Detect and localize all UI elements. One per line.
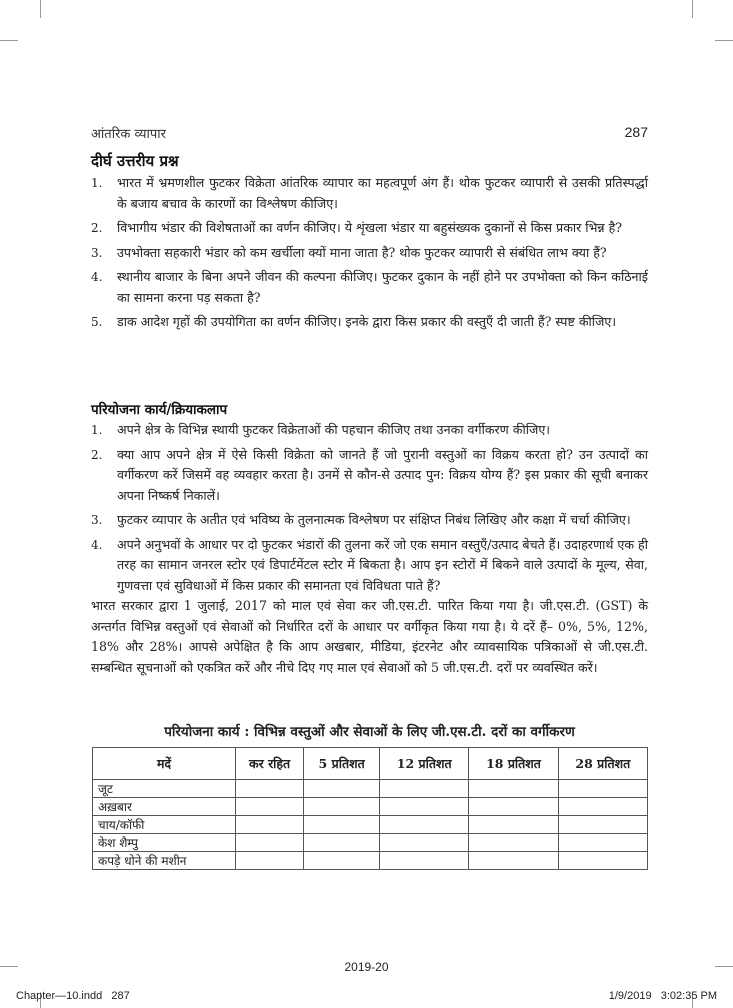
item-text: फुटकर व्यापार के अतीत एवं भविष्य के तुलनात्मक विश्लेषण पर संक्षिप्त निबंध लिखिए और कक्षा में चर्चा कीजिए।	[117, 512, 631, 527]
table-row	[93, 816, 648, 834]
project-section	[91, 400, 648, 678]
empty-cell	[558, 816, 647, 834]
empty-cell	[380, 780, 469, 798]
item-number: 3.	[91, 245, 103, 260]
item-number: 1.	[91, 423, 103, 437]
item-text: स्थानीय बाजार के बिना अपने जीवन की कल्पना कीजिए। फुटकर दुकान के नहीं होने पर उपभोक्ता को किन कठिनाई का सामना करना पड़ सकता है?	[117, 269, 648, 305]
table-row	[93, 780, 648, 798]
empty-cell	[469, 852, 558, 870]
item-cell: केश शैम्पु	[93, 834, 236, 852]
empty-cell	[380, 798, 469, 816]
item-number: 4.	[91, 537, 103, 552]
empty-cell	[469, 798, 558, 816]
list-item	[91, 510, 648, 531]
item-number: 5.	[91, 315, 103, 329]
item-number: 2.	[91, 221, 103, 235]
crop-mark	[692, 0, 693, 18]
empty-cell	[304, 816, 380, 834]
item-number: 1.	[91, 176, 103, 190]
empty-cell	[236, 834, 304, 852]
list-item	[91, 535, 648, 597]
academic-year: 2019-20	[344, 960, 389, 974]
table-caption: परियोजना कार्य : विभिन्न वस्तुओं और सेवाओं के लिए जी.एस.टी. दरों का वर्गीकरण	[164, 724, 575, 740]
table-row	[93, 798, 648, 816]
list-item	[91, 312, 648, 333]
table-row	[93, 834, 648, 852]
list-item	[91, 267, 648, 308]
empty-cell	[380, 834, 469, 852]
table-row	[93, 852, 648, 870]
timestamp: 1/9/2019 3:02:35 PM	[608, 990, 717, 1002]
crop-mark	[40, 0, 41, 18]
table-header-row	[93, 748, 648, 780]
empty-cell	[558, 780, 647, 798]
page-number: 287	[624, 124, 648, 140]
column-header: 18 प्रतिशत	[469, 748, 558, 780]
project-list	[91, 420, 648, 596]
item-cell: कपड़े धोने की मशीन	[93, 852, 236, 870]
item-cell: चाय/कॉफी	[93, 816, 236, 834]
long-questions-section	[91, 151, 648, 337]
section-title: परियोजना कार्य/क्रियाकलाप	[91, 402, 228, 418]
column-header: 5 प्रतिशत	[304, 748, 380, 780]
file-name: Chapter—10.indd 287	[16, 990, 130, 1002]
column-header: मदें	[93, 748, 236, 780]
section-title: दीर्घ उत्तरीय प्रश्न	[91, 152, 179, 170]
item-text: अपने अनुभवों के आधार पर दो फुटकर भंडारों की तुलना करें जो एक समान वस्तुएँ/उत्पाद बेचते हैं। उदाहरणार्थ एक ही तरह का सामान जनरल स्टोर एवं डिपार्टमेंटल स्टोर में बिकता है। आप इन स्टोरों में बिकने वाले उत्पादों के मूल्य, सेवा, गुणवत्ता एवं सुविधाओं में किस प्रकार की समानता एवं विविधता पाते हैं?	[117, 536, 648, 593]
list-item	[91, 218, 648, 239]
item-cell: अख़बार	[93, 798, 236, 816]
empty-cell	[380, 852, 469, 870]
empty-cell	[236, 816, 304, 834]
column-header: 12 प्रतिशत	[380, 748, 469, 780]
item-text: भारत में भ्रमणशील फुटकर विक्रेता आंतरिक व्यापार का महत्वपूर्ण अंग हैं। थोक फुटकर व्यापारी से उसकी प्रतिस्पर्द्धा के बजाय बचाव के कारणों का विश्लेषण कीजिए।	[117, 175, 648, 211]
list-item	[91, 243, 648, 264]
question-list	[91, 173, 648, 333]
empty-cell	[469, 834, 558, 852]
item-text: डाक आदेश गृहों की उपयोगिता का वर्णन कीजिए। इनके द्वारा किस प्रकार की वस्तुएँ दी जाती हैं? स्पष्ट कीजिए।	[117, 314, 617, 329]
empty-cell	[236, 798, 304, 816]
crop-mark	[715, 40, 733, 41]
empty-cell	[304, 852, 380, 870]
list-item	[91, 420, 648, 441]
item-text: उपभोक्ता सहकारी भंडार को कम खर्चीला क्यों माना जाता है? थोक फुटकर व्यापारी से संबंधित लाभ क्या हैं?	[117, 244, 607, 260]
item-number: 2.	[91, 447, 103, 462]
gst-paragraph: भारत सरकार द्वारा 1 जुलाई, 2017 को माल एवं सेवा कर जी.एस.टी. पारित किया गया है। जी.एस.टी. (GST) के अन्तर्गत विभिन्न वस्तुओं एवं सेवाओं को निर्धारित दरों के आधार पर वर्गीकृत किया गया है। ये दरें हैं– 0%, 5%, 12%, 18% और 28%। आपसे अपेक्षित है कि आप अखबार, मीडिया, इंटरनेट और व्यावसायिक पत्रिकाओं से जी.एस.टी. सम्बन्धित सूचनाओं को एकत्रित करें और नीचे दिए गए माल एवं सेवाओं को 5 जी.एस.टी. दरों पर व्यवस्थित करें।	[91, 598, 648, 675]
empty-cell	[304, 780, 380, 798]
gst-table-wrapper	[92, 747, 648, 870]
list-item	[91, 173, 648, 214]
item-text: विभागीय भंडार की विशेषताओं का वर्णन कीजिए। ये शृंखला भंडार या बहुसंख्यक दुकानों से किस प्रकार भिन्न है?	[117, 220, 623, 235]
empty-cell	[558, 852, 647, 870]
item-number: 4.	[91, 270, 103, 284]
item-cell: जूट	[93, 780, 236, 798]
list-item	[91, 445, 648, 507]
item-text: क्या आप अपने क्षेत्र में ऐसे किसी विक्रेता को जानते हैं जो पुरानी वस्तुओं का विक्रय करता हो? उन उत्पादों का वर्गीकरण करें जिसमें वह व्यवहार करता है। उनमें से कौन-से उत्पाद पुन: विक्रय योग्य हैं? इस प्रकार की सूची बनाकर अपना निष्कर्ष निकालें।	[117, 446, 648, 503]
empty-cell	[469, 780, 558, 798]
empty-cell	[304, 798, 380, 816]
empty-cell	[236, 852, 304, 870]
column-header: कर रहित	[236, 748, 304, 780]
empty-cell	[558, 834, 647, 852]
running-title: आंतरिक व्यापार	[91, 127, 166, 142]
crop-mark	[0, 40, 18, 41]
gst-table	[92, 747, 648, 870]
column-header: 28 प्रतिशत	[558, 748, 647, 780]
item-text: अपने क्षेत्र के विभिन्न स्थायी फुटकर विक्रेताओं की पहचान कीजिए तथा उनका वर्गीकरण कीजिए।	[117, 422, 551, 437]
empty-cell	[469, 816, 558, 834]
item-number: 3.	[91, 513, 103, 527]
empty-cell	[236, 780, 304, 798]
empty-cell	[304, 834, 380, 852]
empty-cell	[558, 798, 647, 816]
empty-cell	[380, 816, 469, 834]
